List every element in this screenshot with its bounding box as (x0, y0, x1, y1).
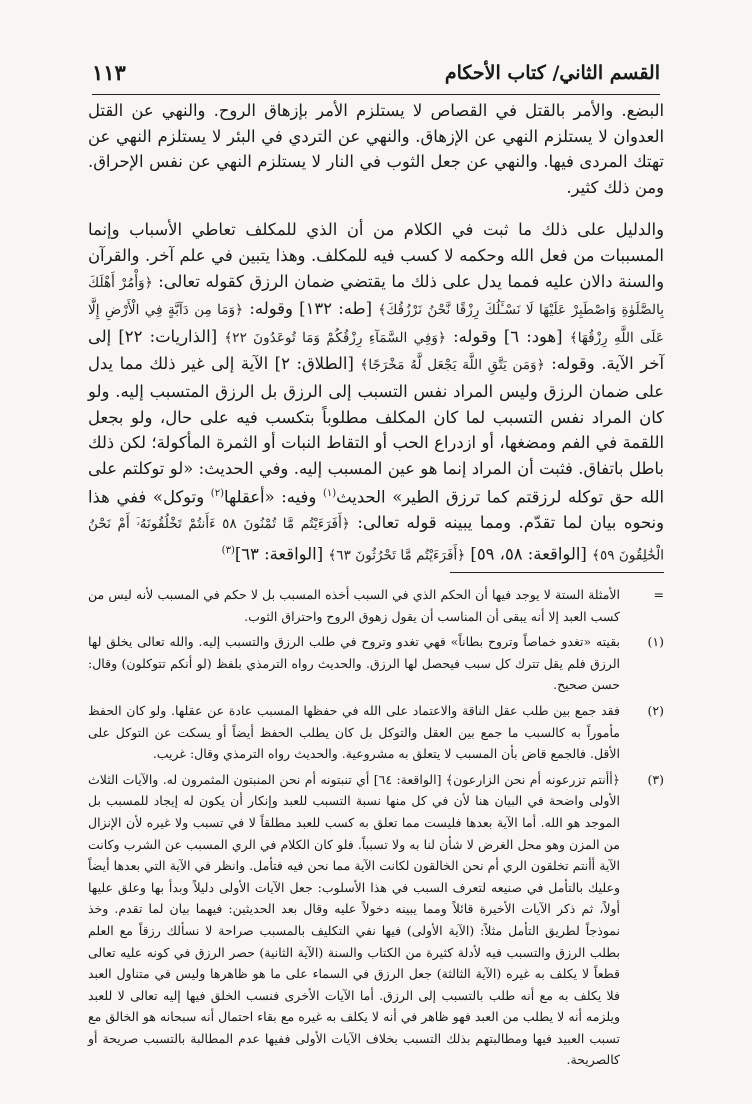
footnote-text: فقد جمع بين طلب عقل الناقة والاعتماد على الله في حفظها المسبب عادة عن عقلها. ولو كان الحفظ مأموراً به كالسبب ما جمع بين العقل والتوكل بل كان يطلب الحفظ أيضاً أو يسكت عن التوكل على الأقل. فالجمع قاض بأن المسبب لا يتعلق به مشروعية. والحديث رواه الترمذي وقال: غريب. (88, 702, 620, 762)
footnotes (88, 584, 664, 1075)
footnote-marker: (١) (647, 634, 664, 650)
paragraph (88, 217, 664, 569)
quran-verse: ﴿أَفَرَءَيْتُم مَّا تَحْرُثُونَ ٦٣﴾ (328, 547, 466, 564)
verse-reference: [طه: ١٣٢] وقوله: (249, 299, 372, 319)
footnote (88, 631, 664, 696)
footnote-ref[interactable]: (٣) (221, 544, 235, 556)
quran-verse: ﴿أَفَرَءَيْتُم مَّا تُمْنُونَ ٥٨ ءَأَنتُمْ تَخْلُقُونَهُۥٓ أَمْ نَحْنُ الْخَٰلِقُونَ ٥٩﴾ (88, 516, 664, 564)
page-number: ١١٣ (92, 60, 126, 85)
footnote-marker: (٣) (647, 771, 664, 787)
footnote-ref[interactable]: (١) (322, 488, 337, 500)
quran-verse: ﴿وَفِي السَّمَآءِ رِزْقُكُمْ وَمَا تُوعَدُونَ ٢٢﴾ (224, 329, 446, 346)
footnote (88, 584, 664, 627)
verse-reference: [هود: ٦] وقوله: (453, 326, 563, 346)
footnote-ref[interactable]: (٢) (210, 488, 224, 500)
page-header (92, 58, 660, 95)
quran-verse: ﴿وَمَا مِن دَآبَّةٍ فِي الْأَرْضِ إِلَّا عَلَى اللَّهِ رِزْقُهَا﴾ (88, 302, 664, 346)
footnote-separator (450, 572, 664, 573)
text-run: وفيه: «أعقلها (223, 487, 323, 507)
footnote-marker: = (653, 587, 664, 602)
footnote-marker: (٢) (647, 702, 664, 718)
footnote (88, 700, 664, 765)
text-run: [الطلاق: ٢] الآية إلى غير ذلك مما يدل على ضمان الرزق وليس المراد نفس التسبب إلى الرزق بل الرزق المتسبب إليه. ولو كان المراد نفس التسبب لما كان المكلف مطلوباً بتكسب فيه على حال، ولو بجعل اللقمة في الفم ومضغها، أو ازدراع الحب أو التقاط النبات أو الثمرة المأكولة؛ لكن ذلك باطل باتفاق. فثبت أن المراد إنما هو عين المسبب إليه. وفي الحديث: «لو توكلتم على الله حق توكله لرزقتم كما ترزق الطير» الحديث (88, 354, 664, 507)
footnote-text: الأمثلة الستة لا يوجد فيها أن الحكم الذي في السبب أخذه المسبب بل لا حكم في المسبب لأنه ليس من كسب العبد إلا أنه يبقى أن المناسب أن يقول زهوق الروح واحتراق الثوب. (88, 587, 620, 624)
main-text (88, 98, 664, 569)
footnote (88, 769, 664, 1071)
footnote-text: ﴿أأنتم تزرعونه أم نحن الزارعون﴾ [الواقعة: ٦٤] أي تنبتونه أم نحن المنبتون المثمرون له. والآيات الثلاث الأولى واضحة في البيان هنا لأن في كل منها نسبة التسبب للعبد وإنكار أن يكون له إيجاد للمسبب بل الموجد هو الله. أما الآية بعدها فليست مما تعلق به كسب للعبد مطلقاً لا في تسبب ولا غيره لأن الإنزال من المزن وهو محل الغرض لا شأن لنا به ولا تسبباً. فلو كان الكلام في الري المسبب عن الشرب وكانت الآية أأنتم تخلقون الري أم نحن الخالقون لكانت الآية مما نحن فيه فتأمل. وانظر في الآية التي بعدها أيضاً وعليك بالتأمل في صنيعه لتعرف السبب في هذا الأسلوب: جعل الآيات الأولى دليلاً وبدأ بها وعلق عليها أولاً، ثم ذكر الآيات الأخيرة قائلاً ومما يبينه دخولاً عليه وقال بعد الحديثين: فيهما بيان لما تقدم. وخذ نموذجاً لطريق التأمل مثلاً: (الآية الأولى) فيها نفي التكليف بالمسبب صراحة لا نسألك رزقاً مع العلم بطلب الرزق والتسبب فيه لأدلة كثيرة من الكتاب والسنة (الآية الثانية) حصر الرزق في كونه عليه تعالى قطعاً لا يكلف به غيره (الآية الثالثة) جعل الرزق في السماء على ما هو ظاهرها وليس في متناول العبد فلا يكلف به مع أنه طلب بالتسبب إلى الرزق. أما الآيات الأخرى فنسب الخلق فيها إليه تعالى لا للعبد ويلزمه أنه لا يطلب من العبد فهو ظاهر في أنه لا يكلف به غيره مع بقاء احتمال أنه سبحانه هو الخالق مع تسبب العبيد فيها ومطالبتهم بذلك التسبب بخلاف الآيات الأولى ففيها عدم المطالبة بالتسبب صريحة أو كالصريحة. (88, 771, 620, 1068)
verse-reference: [الذاريات: ٢٢] إلى آخر الآية. وقوله: (88, 326, 664, 374)
text-run: وتوكل» ففي هذا ونحوه بيان لما تقدّم. ومما يبينه قوله تعالى: (88, 487, 664, 533)
quran-verse: ﴿وَأْمُرْ أَهْلَكَ بِالصَّلَوٰةِ وَاصْطَبِرْ عَلَيْهَا لَا نَسْـَٔلُكَ رِزْقًا نَّحْنُ نَرْزُقُكَ﴾ (88, 274, 664, 319)
running-title: القسم الثاني/ كتاب الأحكام (444, 62, 660, 84)
text-run: والدليل على ذلك ما ثبت في الكلام من أن الذي للمكلف تعاطي الأسباب وإنما المسببات من فعل الله وحكمه لا كسب فيه للمكلف. وهذا يتبين في علم آخر. والقرآن والسنة دالان عليه فمما يدل على ذلك ما يقتضي ضمان الرزق كقوله تعالى: (88, 220, 664, 291)
verse-reference: [الواقعة: ٦٣] (234, 544, 324, 564)
paragraph: البضع. والأمر بالقتل في القصاص لا يستلزم الأمر بإزهاق الروح. والنهي عن القتل العدوان لا يستلزم النهي عن الإزهاق. والنهي عن التردي في البئر لا يستلزم النهي عن تهتك المردى فيها. والنهي عن جعل الثوب في النار لا يستلزم النهي عن نفس الإحراق. ومن ذلك كثير. (88, 101, 664, 197)
footnote-text: بقيته «تغدو خماصاً وتروح بطاناً» فهي تغدو وتروح في طلب الرزق والتسبب إليه. والله تعالى يخلق لها الرزق فلم يقل تترك كل سبب فيحصل لها الرزق. والحديث رواه الترمذي بلفظ (لو أنكم تتوكلون) وقال: حسن صحيح. (88, 634, 620, 693)
verse-reference: [الواقعة: ٥٨، ٥٩] (470, 544, 587, 564)
quran-verse: ﴿وَمَن يَتَّقِ اللَّهَ يَجْعَل لَّهُ مَخْرَجًا﴾ (360, 357, 545, 374)
